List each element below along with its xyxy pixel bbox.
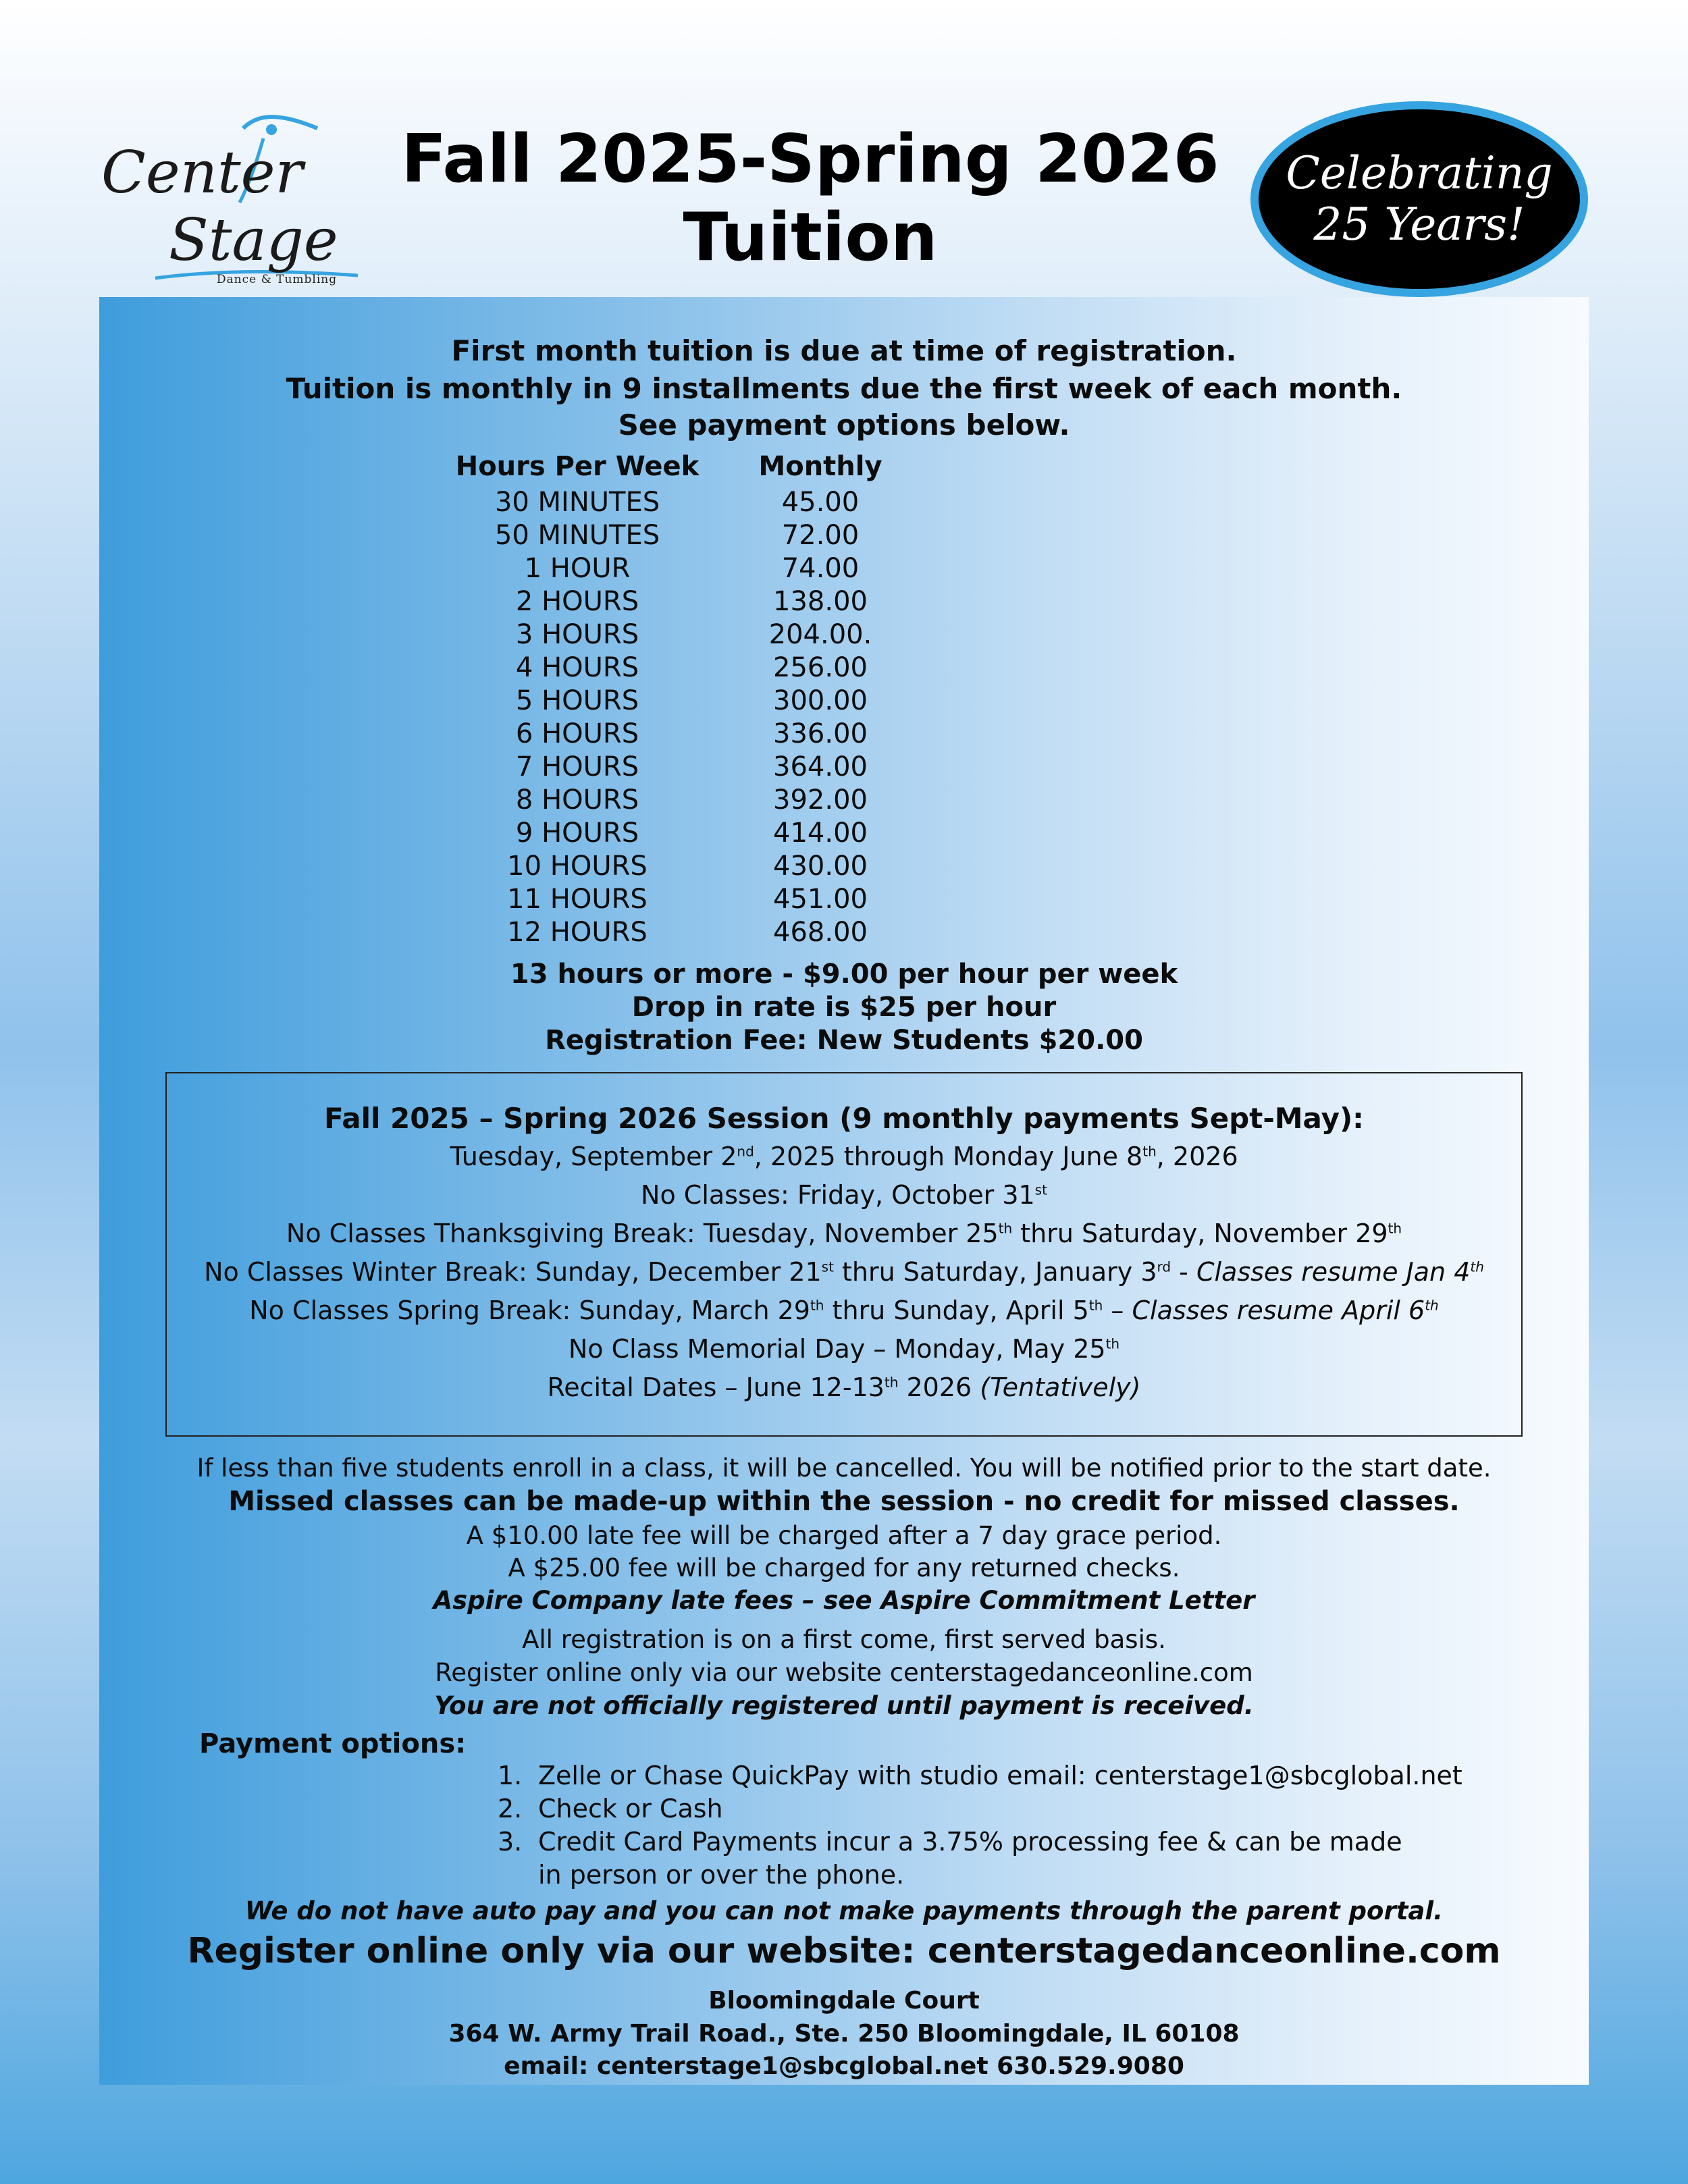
rate-hours: 7 HOURS bbox=[515, 751, 639, 782]
rate-hours: 30 MINUTES bbox=[494, 487, 660, 518]
session-box bbox=[165, 1072, 1523, 1437]
intro-line-3: See payment options below. bbox=[618, 408, 1070, 442]
address-line-2: 364 W. Army Trail Road., Ste. 250 Bloomingdale, IL 60108 bbox=[448, 2020, 1240, 2048]
rate-monthly: 392.00 bbox=[773, 784, 868, 816]
rate-hours: 1 HOUR bbox=[524, 553, 631, 584]
rate-hours: 8 HOURS bbox=[515, 784, 639, 816]
rate-row bbox=[99, 486, 1589, 519]
payment-item bbox=[498, 1826, 1462, 1859]
contact-line: email: centerstage1@sbcglobal.net 630.529.9080 bbox=[504, 2052, 1184, 2080]
rate-row bbox=[99, 916, 1589, 949]
rate-row bbox=[99, 883, 1589, 916]
rate-row bbox=[99, 618, 1589, 651]
rate-table bbox=[99, 447, 1589, 949]
policy-aspire-late-fees: Aspire Company late fees – see Aspire Commitment Letter bbox=[433, 1586, 1255, 1615]
rate-row bbox=[99, 751, 1589, 784]
rate-monthly: 430.00 bbox=[773, 851, 868, 882]
logo-subtitle: Dance & Tumbling bbox=[216, 273, 338, 286]
rate-note-drop-in: Drop in rate is $25 per hour bbox=[631, 992, 1057, 1023]
rate-row bbox=[99, 685, 1589, 718]
no-class-memorial-day: No Class Memorial Day – Monday, May 25th bbox=[568, 1334, 1120, 1364]
payment-note: We do not have auto pay and you can not make payments through the parent portal. bbox=[244, 1896, 1444, 1925]
payment-item-text: Credit Card Payments incur a 3.75% processing fee & can be made bbox=[538, 1827, 1402, 1857]
rate-row bbox=[99, 817, 1589, 850]
rate-row bbox=[99, 552, 1589, 585]
rate-table-header bbox=[99, 447, 1589, 486]
intro-line-1: First month tuition is due at time of registration. bbox=[451, 334, 1237, 367]
badge-line-1: Celebrating bbox=[1286, 147, 1553, 199]
rate-row bbox=[99, 718, 1589, 751]
address-line-1: Bloomingdale Court bbox=[708, 1987, 980, 2015]
rate-monthly: 364.00 bbox=[773, 751, 868, 782]
policy-first-come: All registration is on a first come, first served basis. bbox=[522, 1625, 1166, 1654]
rate-row bbox=[99, 784, 1589, 817]
rate-hours: 4 HOURS bbox=[515, 652, 639, 683]
payment-item-text: Zelle or Chase QuickPay with studio email: centerstage1@sbcglobal.net bbox=[538, 1761, 1462, 1790]
rate-monthly: 138.00 bbox=[773, 586, 868, 617]
rate-hours: 6 HOURS bbox=[515, 718, 639, 749]
policy-not-registered: You are not officially registered until payment is received. bbox=[434, 1691, 1254, 1720]
policy-returned-checks: A $25.00 fee will be charged for any returned checks. bbox=[508, 1553, 1180, 1582]
svg-text:Center: Center bbox=[101, 139, 303, 207]
payment-item bbox=[498, 1759, 1462, 1792]
no-classes-thanksgiving: No Classes Thanksgiving Break: Tuesday, November 25th thru Saturday, November 29th bbox=[286, 1219, 1402, 1248]
payment-item-number: 2. bbox=[498, 1794, 523, 1823]
rate-hours: 2 HOURS bbox=[515, 586, 639, 617]
no-classes-winter: No Classes Winter Break: Sunday, December 21st thru Saturday, January 3rd - Classes resume Jan 4th bbox=[204, 1257, 1484, 1287]
payment-item-number: 3. bbox=[498, 1827, 523, 1857]
session-dates: Tuesday, September 2nd, 2025 through Monday June 8th, 2026 bbox=[450, 1142, 1238, 1171]
payment-item-number: 1. bbox=[498, 1761, 523, 1790]
recital-dates: Recital Dates – June 12-13th 2026 (Tentatively) bbox=[547, 1373, 1141, 1402]
rate-monthly: 414.00 bbox=[773, 818, 868, 849]
rate-row bbox=[99, 651, 1589, 685]
policy-missed-classes: Missed classes can be made-up within the session - no credit for missed classes. bbox=[228, 1486, 1460, 1517]
payment-item bbox=[498, 1792, 1462, 1826]
rate-monthly: 256.00 bbox=[773, 652, 868, 683]
rate-note-13-hours: 13 hours or more - $9.00 per hour per week bbox=[510, 959, 1178, 990]
monthly-header: Monthly bbox=[758, 451, 882, 482]
register-online-banner: Register online only via our website: centerstagedanceonline.com bbox=[187, 1931, 1501, 1971]
center-stage-logo bbox=[95, 101, 365, 297]
rate-monthly: 336.00 bbox=[773, 718, 868, 749]
rate-hours: 50 MINUTES bbox=[494, 520, 660, 551]
rate-monthly: 74.00 bbox=[781, 553, 860, 584]
hours-header: Hours Per Week bbox=[455, 451, 700, 482]
rate-hours: 9 HOURS bbox=[515, 818, 639, 849]
rate-row bbox=[99, 850, 1589, 883]
rate-note-registration-fee: Registration Fee: New Students $20.00 bbox=[545, 1025, 1143, 1056]
payment-item-3-continued: in person or over the phone. bbox=[538, 1860, 905, 1890]
page-title bbox=[378, 120, 1242, 277]
rate-hours: 12 HOURS bbox=[507, 917, 648, 948]
no-classes-spring: No Classes Spring Break: Sunday, March 29th thru Sunday, April 5th – Classes resume April 6th bbox=[249, 1296, 1439, 1325]
rate-monthly: 45.00 bbox=[781, 487, 860, 518]
rate-monthly: 300.00 bbox=[773, 685, 868, 716]
payment-options-list bbox=[498, 1759, 1462, 1892]
rate-hours: 5 HOURS bbox=[515, 685, 639, 716]
rate-hours: 11 HOURS bbox=[507, 884, 648, 915]
rate-hours: 3 HOURS bbox=[515, 619, 639, 650]
title-line-1: Fall 2025-Spring 2026 bbox=[401, 121, 1219, 198]
rate-monthly: 468.00 bbox=[773, 917, 868, 948]
svg-text:Stage: Stage bbox=[169, 207, 338, 274]
title-line-2: Tuition bbox=[683, 199, 938, 276]
page-header bbox=[0, 0, 1688, 297]
tuition-panel bbox=[99, 297, 1589, 2085]
rate-hours: 10 HOURS bbox=[507, 851, 648, 882]
rate-monthly: 204.00. bbox=[768, 619, 872, 650]
rate-row bbox=[99, 585, 1589, 618]
payment-options-title: Payment options: bbox=[199, 1728, 467, 1759]
no-classes-october: No Classes: Friday, October 31st bbox=[641, 1180, 1047, 1210]
intro-line-2: Tuition is monthly in 9 installments due the first week of each month. bbox=[286, 372, 1402, 405]
rate-monthly: 451.00 bbox=[773, 884, 868, 915]
policy-late-fee: A $10.00 late fee will be charged after a 7 day grace period. bbox=[466, 1521, 1222, 1550]
policy-register-online: Register online only via our website centerstagedanceonline.com bbox=[435, 1658, 1253, 1687]
rate-monthly: 72.00 bbox=[781, 520, 860, 551]
payment-item-text: Check or Cash bbox=[538, 1794, 723, 1823]
anniversary-badge bbox=[1250, 101, 1588, 297]
policy-cancellation: If less than five students enroll in a class, it will be cancelled. You will be notified prior to the start date. bbox=[196, 1454, 1492, 1483]
session-title: Fall 2025 – Spring 2026 Session (9 monthly payments Sept-May): bbox=[324, 1102, 1364, 1135]
dancer-logo-icon bbox=[95, 101, 365, 297]
rate-row bbox=[99, 519, 1589, 552]
badge-line-2: 25 Years! bbox=[1313, 198, 1525, 250]
